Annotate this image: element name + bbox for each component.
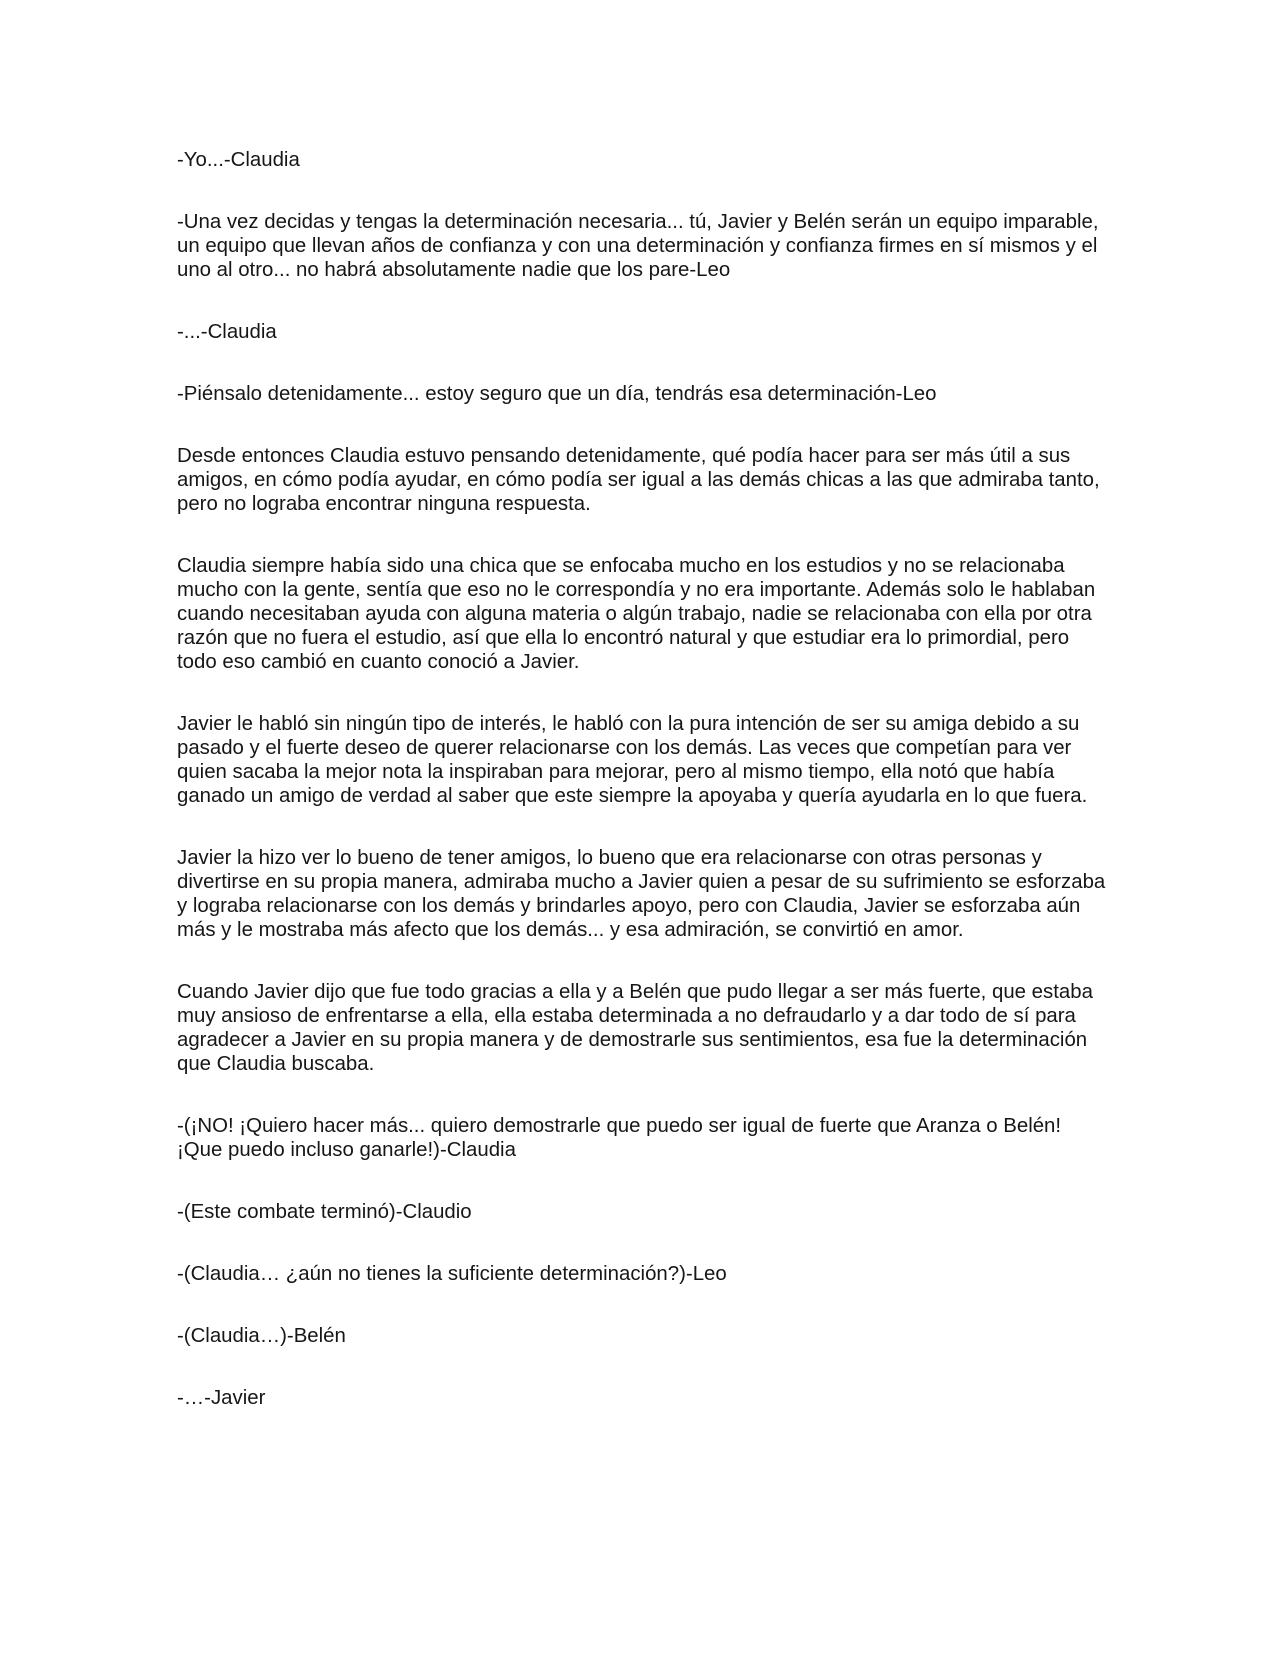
paragraph-narration: Desde entonces Claudia estuvo pensando detenidamente, qué podía hacer para ser más útil a sus amigos, en cómo podía ayudar, en cómo podía ser igual a las demás chicas a las que admiraba tanto, pero no lograba encontrar ninguna respuesta. xyxy=(177,445,1100,515)
paragraph-dialogue: -(Claudia…)-Belén xyxy=(177,1325,346,1347)
paragraph-dialogue: -(Claudia… ¿aún no tienes la suficiente determinación?)-Leo xyxy=(177,1263,727,1285)
paragraph-dialogue: -...-Claudia xyxy=(177,321,277,343)
paragraph-dialogue: -…-Javier xyxy=(177,1387,266,1409)
paragraph-narration: Javier la hizo ver lo bueno de tener amigos, lo bueno que era relacionarse con otras personas y divertirse en su propia manera, admiraba mucho a Javier quien a pesar de su sufrimiento se esforzaba y lograba relacionarse con los demás y brindarles apoyo, pero con Claudia, Javier se esforzaba aún más y le mostraba más afecto que los demás... y esa admiración, se convirtió en amor. xyxy=(177,847,1106,941)
paragraph-dialogue: -Piénsalo detenidamente... estoy seguro que un día, tendrás esa determinación-Leo xyxy=(177,383,937,405)
document-body xyxy=(177,148,1107,1410)
paragraph-narration: Claudia siempre había sido una chica que se enfocaba mucho en los estudios y no se relacionaba mucho con la gente, sentía que eso no le correspondía y no era importante. Además solo le hablaban cuando necesitaban ayuda con alguna materia o algún trabajo, nadie se relacionaba con ella por otra razón que no fuera el estudio, así que ella lo encontró natural y que estudiar era lo primordial, pero todo eso cambió en cuanto conoció a Javier. xyxy=(177,555,1096,673)
paragraph-narration: Javier le habló sin ningún tipo de interés, le habló con la pura intención de ser su amiga debido a su pasado y el fuerte deseo de querer relacionarse con los demás. Las veces que competían para ver quien sacaba la mejor nota la inspiraban para mejorar, pero al mismo tiempo, ella notó que había ganado un amigo de verdad al saber que este siempre la apoyaba y quería ayudarla en lo que fuera. xyxy=(177,713,1088,807)
paragraph-dialogue: -(Este combate terminó)-Claudio xyxy=(177,1201,472,1223)
paragraph-narration: Cuando Javier dijo que fue todo gracias a ella y a Belén que pudo llegar a ser más fuerte, que estaba muy ansioso de enfrentarse a ella, ella estaba determinada a no defraudarlo y a dar todo de sí para agradecer a Javier en su propia manera y de demostrarle sus sentimientos, esa fue la determinación que Claudia buscaba. xyxy=(177,981,1093,1075)
paragraph-dialogue: -Yo...-Claudia xyxy=(177,149,300,171)
paragraph-dialogue: -Una vez decidas y tengas la determinación necesaria... tú, Javier y Belén serán un equipo imparable, un equipo que llevan años de confianza y con una determinación y confianza firmes en sí mismos y el uno al otro... no habrá absolutamente nadie que los pare-Leo xyxy=(177,211,1099,281)
paragraph-dialogue: -(¡NO! ¡Quiero hacer más... quiero demostrarle que puedo ser igual de fuerte que Aranza o Belén! ¡Que puedo incluso ganarle!)-Claudia xyxy=(177,1115,1062,1161)
